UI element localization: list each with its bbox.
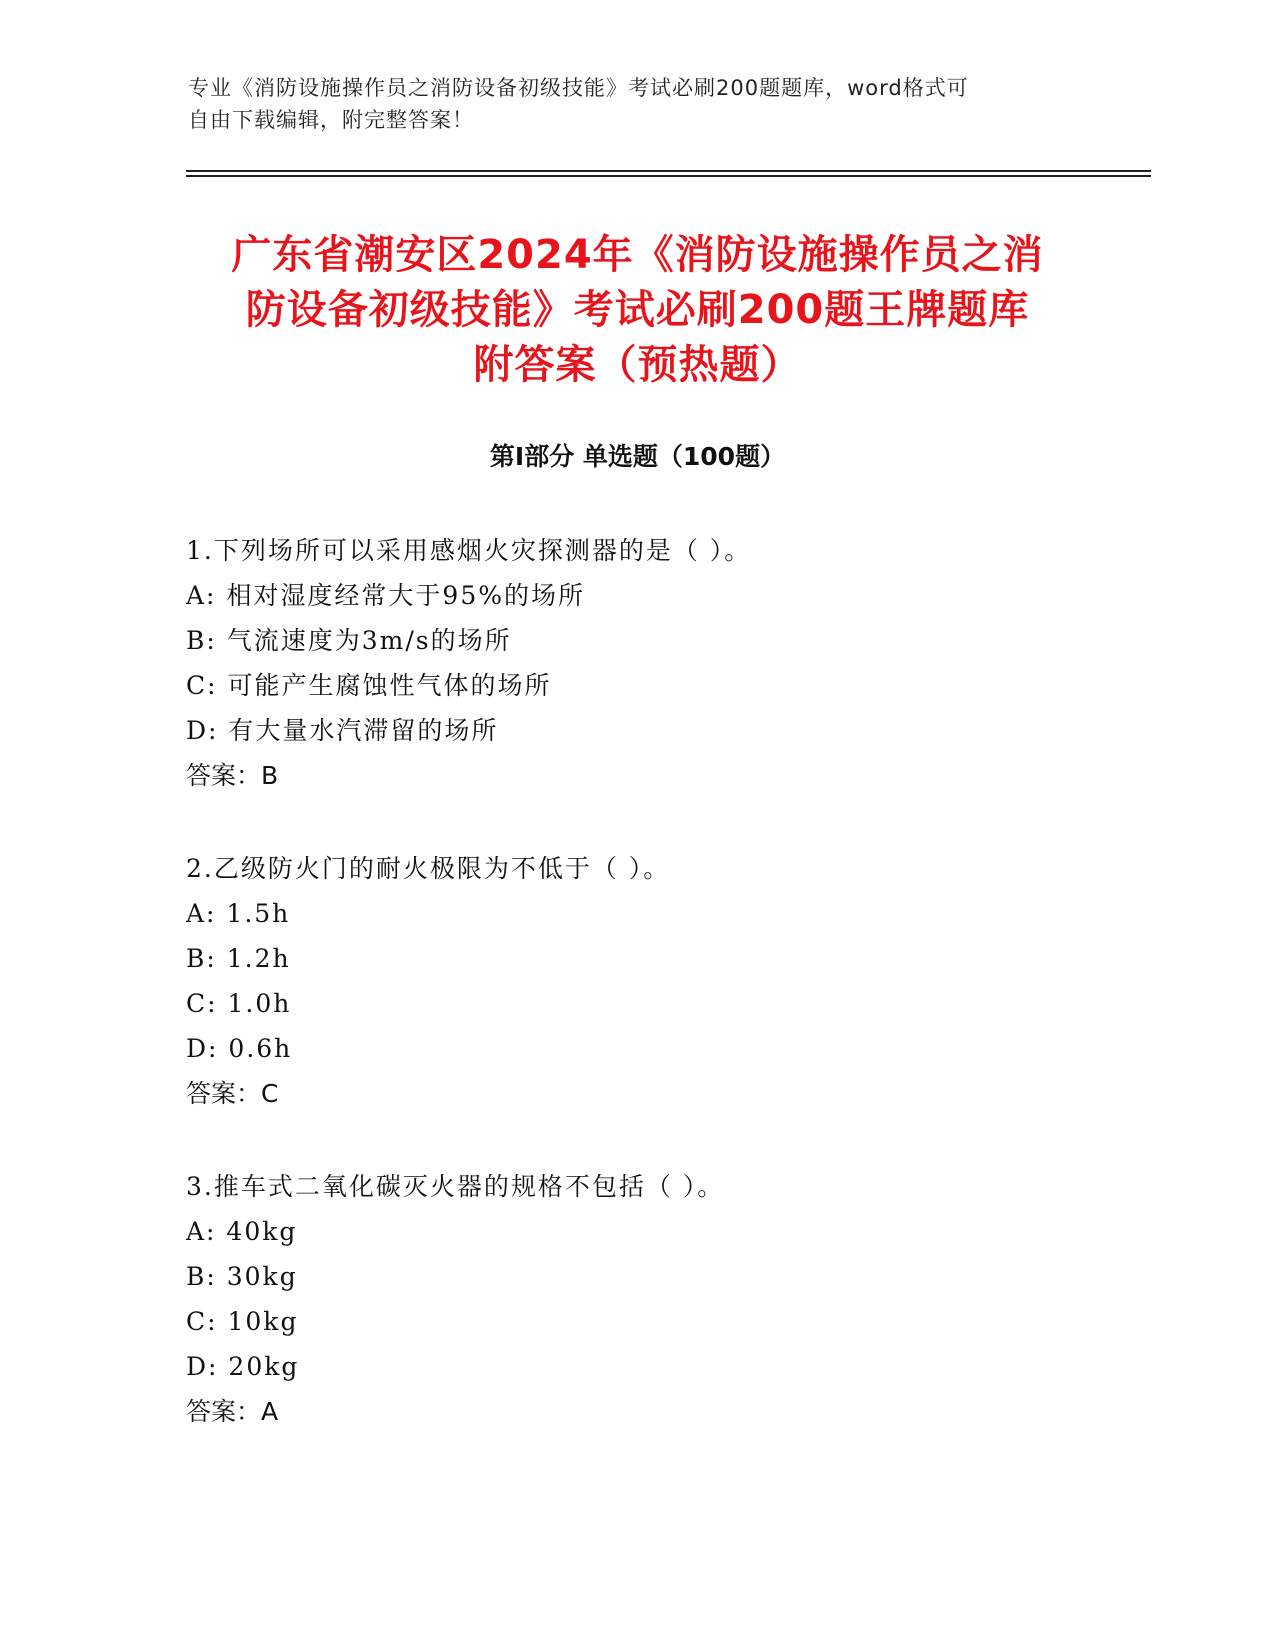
question-stem: 2.乙级防火门的耐火极限为不低于（ ）。 — [186, 854, 671, 883]
intro-line-1: 专业《消防设施操作员之消防设备初级技能》考试必刷200题题库，word格式可 — [188, 76, 969, 100]
header-divider-bottom — [186, 175, 1151, 177]
title-line-3: 附答案（预热题） — [473, 342, 802, 388]
question-list — [186, 528, 1086, 1482]
option-d: D: 有大量水汽滞留的场所 — [186, 716, 499, 745]
question-stem: 1.下列场所可以采用感烟火灾探测器的是（ ）。 — [186, 536, 752, 565]
title-line-2: 防设备初级技能》考试必刷200题王牌题库 — [245, 287, 1030, 333]
option-c: C: 可能产生腐蚀性气体的场所 — [186, 671, 552, 700]
option-b: B: 气流速度为3m/s的场所 — [186, 626, 512, 655]
intro-line-2: 自由下载编辑，附完整答案！ — [188, 108, 474, 132]
option-d: D: 0.6h — [186, 1034, 293, 1063]
option-a: A: 相对湿度经常大于95%的场所 — [186, 581, 585, 610]
answer: 答案：A — [186, 1397, 279, 1426]
question-item — [186, 528, 1086, 798]
question-stem: 3.推车式二氧化碳灭火器的规格不包括（ ）。 — [186, 1172, 725, 1201]
option-d: D: 20kg — [186, 1352, 300, 1381]
answer: 答案：C — [186, 1079, 279, 1108]
title-line-1: 广东省潮安区2024年《消防设施操作员之消 — [231, 232, 1044, 278]
question-item — [186, 1164, 1086, 1434]
header-divider-top — [186, 170, 1151, 172]
option-c: C: 1.0h — [186, 989, 292, 1018]
option-b: B: 30kg — [186, 1262, 298, 1291]
document-intro — [188, 72, 1068, 136]
option-a: A: 40kg — [186, 1217, 298, 1246]
option-b: B: 1.2h — [186, 944, 291, 973]
option-c: C: 10kg — [186, 1307, 299, 1336]
document-title — [160, 228, 1115, 393]
answer: 答案：B — [186, 761, 279, 790]
option-a: A: 1.5h — [186, 899, 291, 928]
question-item — [186, 846, 1086, 1116]
section-heading: 第Ⅰ部分 单选题（100题） — [489, 442, 786, 471]
